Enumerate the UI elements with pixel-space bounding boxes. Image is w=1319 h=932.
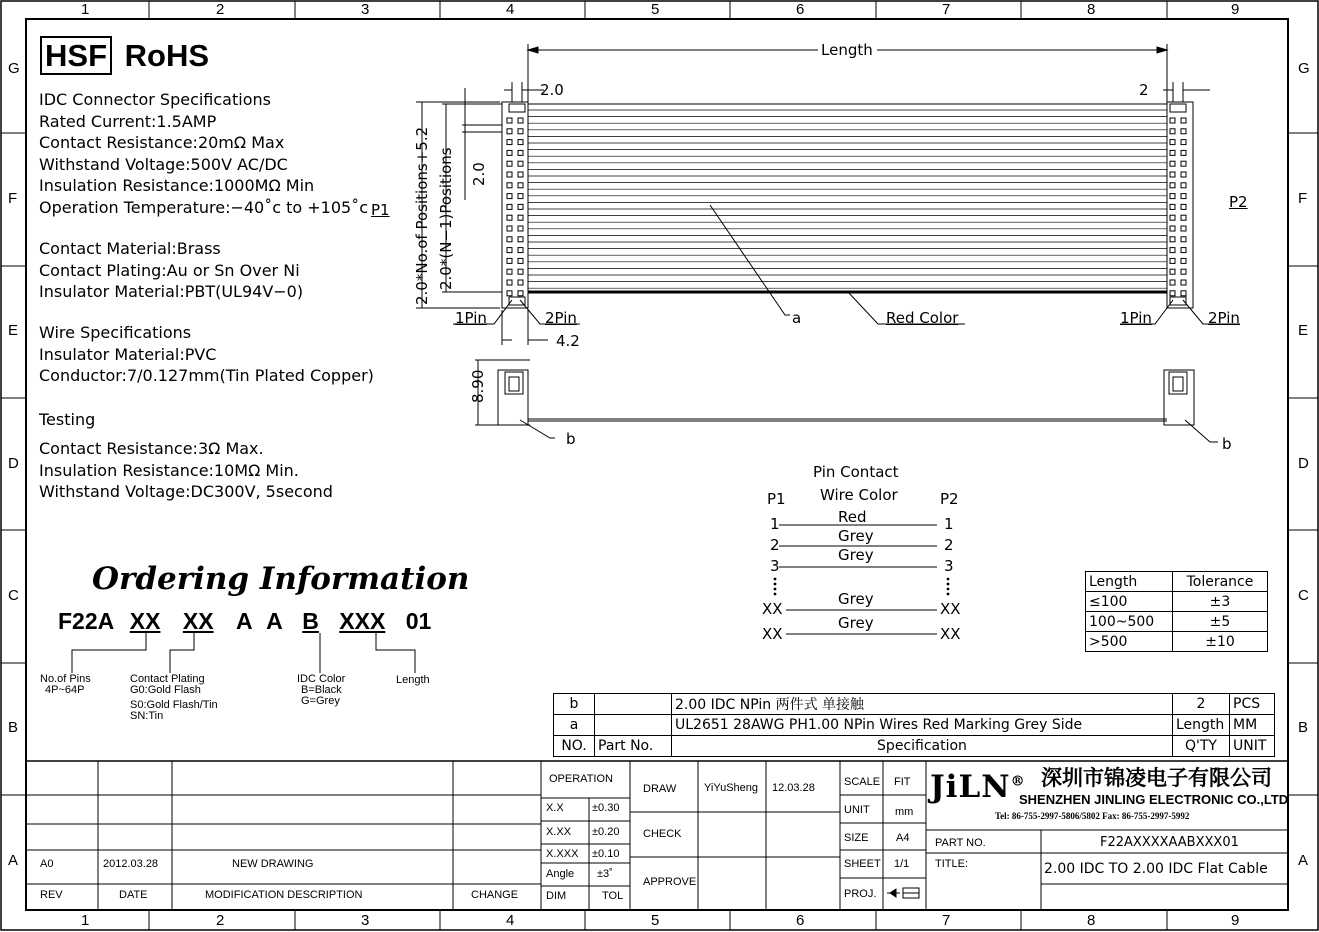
check-label: CHECK <box>643 828 682 840</box>
pn-plating: XX <box>182 608 214 634</box>
pn-length: XXX <box>339 608 386 634</box>
column-label: 1 <box>81 912 90 929</box>
column-label: 3 <box>361 912 370 929</box>
column-label: 4 <box>506 912 515 929</box>
table-row: b 2.00 IDC NPin 两件式 单接触 2 PCS <box>554 694 1275 715</box>
table-row: a UL2651 28AWG PH1.00 NPin Wires Red Marking Grey Side Length MM <box>554 715 1275 736</box>
row-label: A <box>8 852 19 869</box>
row-label: B <box>8 719 19 736</box>
dim-4-2: 4.2 <box>556 332 580 350</box>
spec-line: IDC Connector Specifications <box>39 90 271 109</box>
ordering-title: Ordering Information <box>92 561 470 597</box>
dim-2: 2 <box>1139 81 1149 99</box>
pin-row-r: 2 <box>944 536 954 554</box>
row-label: G <box>1298 60 1310 77</box>
pin-table-title1: Pin Contact <box>813 463 899 481</box>
table-row: 100~500 ±5 <box>1086 612 1268 632</box>
spec-line: Contact Resistance:20mΩ Max <box>39 133 285 152</box>
approve-label: APPROVE <box>643 876 697 888</box>
label-b-right: b <box>1222 435 1232 453</box>
pin-row-l: XX <box>762 625 783 643</box>
label-idc-color: IDC Color B=Black G=Grey <box>297 673 346 707</box>
hsf-mark: HSF <box>40 36 112 75</box>
part-no-value: F22AXXXXAABXXX01 <box>1100 835 1239 850</box>
pn-prefix: F22A <box>58 608 114 634</box>
label-red-color: Red Color <box>886 309 959 327</box>
tol-header: Length <box>1086 572 1173 592</box>
spec-line: Withstand Voltage:DC300V, 5second <box>39 482 333 501</box>
column-label: 1 <box>81 1 90 18</box>
column-label: 2 <box>216 1 225 18</box>
pin-row-l: 2 <box>770 536 780 554</box>
spec-line: Wire Specifications <box>39 323 192 342</box>
spec-line: Insulation Resistance:10MΩ Min. <box>39 460 299 480</box>
table-row: NO. Part No. Specification Q'TY UNIT <box>554 736 1275 757</box>
pin-row-r: 1 <box>944 515 954 533</box>
title-value: 2.00 IDC TO 2.00 IDC Flat Cable <box>1044 861 1268 877</box>
column-label: 8 <box>1087 1 1096 18</box>
spec-line: Insulation Resistance:1000MΩ Min <box>39 176 315 195</box>
label-1pin-left: 1Pin <box>455 309 487 327</box>
row-label: G <box>8 60 20 77</box>
pn-color: B <box>302 608 319 634</box>
company-logo: JiLN® <box>930 769 1026 805</box>
row-label: C <box>1298 587 1309 604</box>
column-label: 3 <box>361 1 370 18</box>
rohs-mark: RoHS <box>124 38 210 73</box>
column-label: 2 <box>216 912 225 929</box>
column-label: 5 <box>651 1 660 18</box>
spec-line: Contact Resistance:3Ω Max. <box>39 439 264 458</box>
rev-header: REV <box>40 889 63 901</box>
label-p2: P2 <box>1229 193 1248 211</box>
pin-row-color: Grey <box>838 614 874 632</box>
rev-desc: NEW DRAWING <box>232 858 314 870</box>
tol-header: Tolerance <box>1173 572 1268 592</box>
pin-table-title2: Wire Color <box>820 486 898 504</box>
dim-total-height: 2.0*No.of Positions+5.2 <box>413 126 431 305</box>
company-tel: Tel: 86-755-2997-5806/5802 Fax: 86-755-2997-5992 <box>995 811 1190 821</box>
spec-line: Withstand Voltage:500V AC/DC <box>39 154 288 174</box>
label-a: a <box>792 309 802 327</box>
dim-length: Length <box>821 41 873 59</box>
label-2pin-left: 2Pin <box>545 309 577 327</box>
row-label: A <box>1298 852 1309 869</box>
column-label: 8 <box>1087 912 1096 929</box>
label-plating: Contact Plating G0:Gold Flash S0:Gold Flash/Tin SN:Tin <box>130 673 218 722</box>
label-p1: P1 <box>371 201 390 219</box>
label-pins: No.of Pins 4P~64P <box>40 673 91 696</box>
pin-row-color: Red <box>838 508 867 526</box>
spec-line: Contact Material:Brass <box>39 239 221 258</box>
pin-row-r: XX <box>940 625 961 643</box>
company-name-cn: 深圳市锦凌电子有限公司 <box>1041 766 1272 790</box>
pn-pins: XX <box>129 608 161 634</box>
dim-pitch-span: 2.0*(N−1)Positions <box>437 147 455 290</box>
drawer-name: YiYuSheng <box>704 782 759 794</box>
row-label: F <box>8 190 18 207</box>
row-label: E <box>1298 322 1309 339</box>
column-label: 9 <box>1231 912 1240 929</box>
pin-row-r: XX <box>940 600 961 618</box>
spec-line: Contact Plating:Au or Sn Over Ni <box>39 260 300 280</box>
title-label: TITLE: <box>935 858 969 870</box>
testing-title: Testing <box>39 410 96 429</box>
column-label: 9 <box>1231 1 1240 18</box>
pn-suffix: 01 <box>405 608 432 634</box>
column-label: 6 <box>796 1 805 18</box>
dim-2-0: 2.0 <box>540 81 564 99</box>
table-row: >500 ±10 <box>1086 632 1268 652</box>
column-label: 5 <box>651 912 660 929</box>
rev-value: A0 <box>40 858 54 870</box>
pin-row-color: Grey <box>838 527 874 545</box>
row-label: C <box>8 587 19 604</box>
spec-line: Insulator Material:PBT(UL94V−0) <box>39 282 304 301</box>
spec-line: Insulator Material:PVC <box>39 344 217 364</box>
pin-row-l: XX <box>762 600 783 618</box>
pin-row-l: 1 <box>770 515 780 533</box>
column-label: 7 <box>942 912 951 929</box>
rev-header: CHANGE <box>471 889 519 901</box>
pin-row-l: 3 <box>770 557 780 575</box>
label-2pin-right: 2Pin <box>1208 309 1240 327</box>
table-row: ≤100 ±3 <box>1086 592 1268 612</box>
pin-row-color: Grey <box>838 590 874 608</box>
row-label: F <box>1298 190 1308 207</box>
company-name-en: SHENZHEN JINLING ELECTRONIC CO.,LTD <box>1019 792 1289 807</box>
pin-row-r: 3 <box>944 557 954 575</box>
draw-label: DRAW <box>643 783 677 795</box>
label-length: Length <box>396 674 430 686</box>
spec-line: Operation Temperature:−40˚c to +105˚c <box>39 197 368 217</box>
rev-header: DATE <box>119 889 148 901</box>
draw-date: 12.03.28 <box>772 782 815 794</box>
spec-line: Rated Current:1.5AMP <box>39 111 217 131</box>
pin-row-color: Grey <box>838 546 874 564</box>
dim-8-90: 8.90 <box>469 369 487 403</box>
rev-header: MODIFICATION DESCRIPTION <box>205 889 363 901</box>
row-label: B <box>1298 719 1309 736</box>
part-no-label: PART NO. <box>935 837 986 849</box>
operation-title: OPERATION <box>549 773 613 785</box>
pn-a1: A <box>235 608 252 634</box>
dim-pitch: 2.0 <box>470 162 488 186</box>
row-label: D <box>8 455 19 472</box>
spec-line: Conductor:7/0.127mm(Tin Plated Copper) <box>39 366 374 385</box>
pn-a2: A <box>266 608 282 634</box>
column-label: 7 <box>942 1 951 18</box>
row-label: E <box>8 322 19 339</box>
label-1pin-right: 1Pin <box>1120 309 1152 327</box>
row-label: D <box>1298 455 1309 472</box>
pin-table-p2: P2 <box>940 490 959 508</box>
pin-table-p1: P1 <box>767 490 786 508</box>
column-label: 4 <box>506 1 515 18</box>
label-b-left: b <box>566 430 576 448</box>
rev-date: 2012.03.28 <box>103 858 159 870</box>
column-label: 6 <box>796 912 805 929</box>
